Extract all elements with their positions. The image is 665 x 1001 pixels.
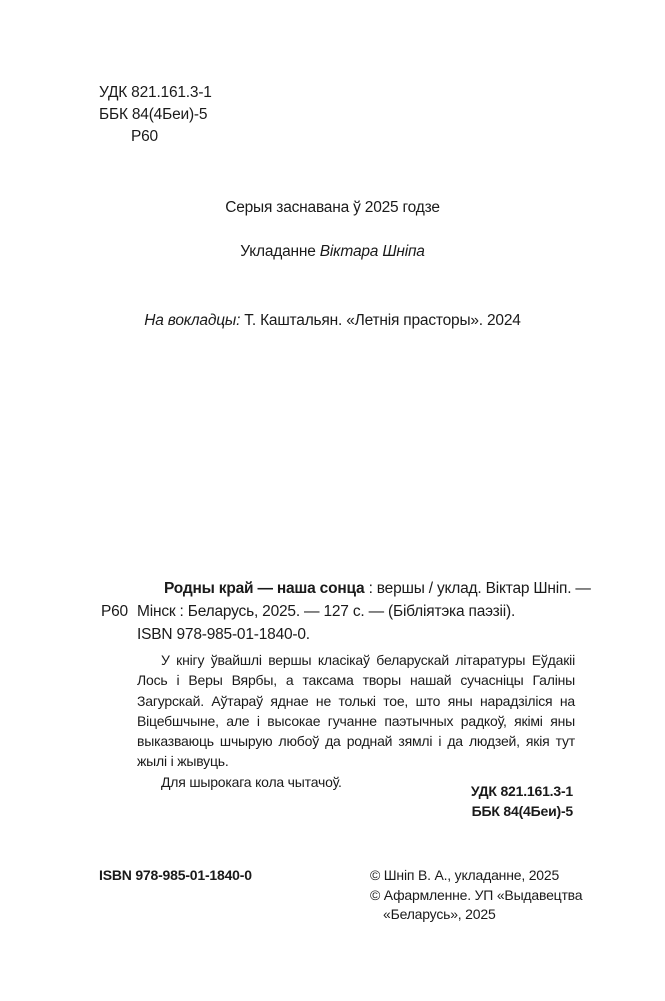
cover-credit <box>0 312 665 330</box>
catalog-title: Родны край — наша сонца <box>164 580 365 597</box>
author-mark: Р60 <box>131 128 158 145</box>
footer-isbn: ISBN 978-985-01-1840-0 <box>99 867 252 883</box>
compiler-name: Віктара Шніпа <box>319 243 425 260</box>
audience-note: Для шырокага кола чытачоў. <box>161 773 342 790</box>
copyright-compiler: © Шніп В. А., укладанне, 2025 <box>370 867 560 883</box>
catalog-udk: УДК 821.161.3-1 <box>470 783 573 799</box>
copyright-design: © Афармленне. УП «Выдавецтва <box>370 887 583 903</box>
series-note: Серыя заснавана ў 2025 годзе <box>225 199 440 216</box>
udk-code: УДК 821.161.3-1 <box>99 84 212 101</box>
catalog-isbn: ISBN 978-985-01-1840-0. <box>137 626 310 643</box>
cover-text: Т. Каштальян. «Летнія прасторы». 2024 <box>240 312 521 329</box>
annotation-text: У кнігу ўвайшлі вершы класікаў беларускай літаратуры Еўдакіі Лось і Веры Вярбы, а таксама творы нашай сучасніцы Галіны Загурскай. Аўтараў яднае не толькі тое, што яны нарадзіліся на Віцебшчыне, але і высокае гучанне паэтычных радкоў, якімі яны выказваюць шчырую любоў да роднай зямлі і да людзей, якія тут жылі і жывуць. <box>137 652 575 770</box>
compiler-prefix: Укладанне <box>240 243 320 260</box>
catalog-title-rest: : вершы / уклад. Віктар Шніп. — <box>364 580 591 597</box>
compiler-line <box>0 243 665 261</box>
cover-label: На вокладцы: <box>144 312 241 329</box>
bbk-code: ББК 84(4Беи)-5 <box>99 106 208 123</box>
catalog-author-mark: Р60 <box>101 603 128 620</box>
catalog-title-line <box>164 580 591 598</box>
catalog-bbk: ББК 84(4Беи)-5 <box>471 803 573 819</box>
copyright-design-cont: «Беларусь», 2025 <box>383 906 496 922</box>
catalog-annotation <box>137 650 575 792</box>
catalog-imprint: Мінск : Беларусь, 2025. — 127 с. — (Бібліятэка паэзіі). <box>137 603 516 620</box>
